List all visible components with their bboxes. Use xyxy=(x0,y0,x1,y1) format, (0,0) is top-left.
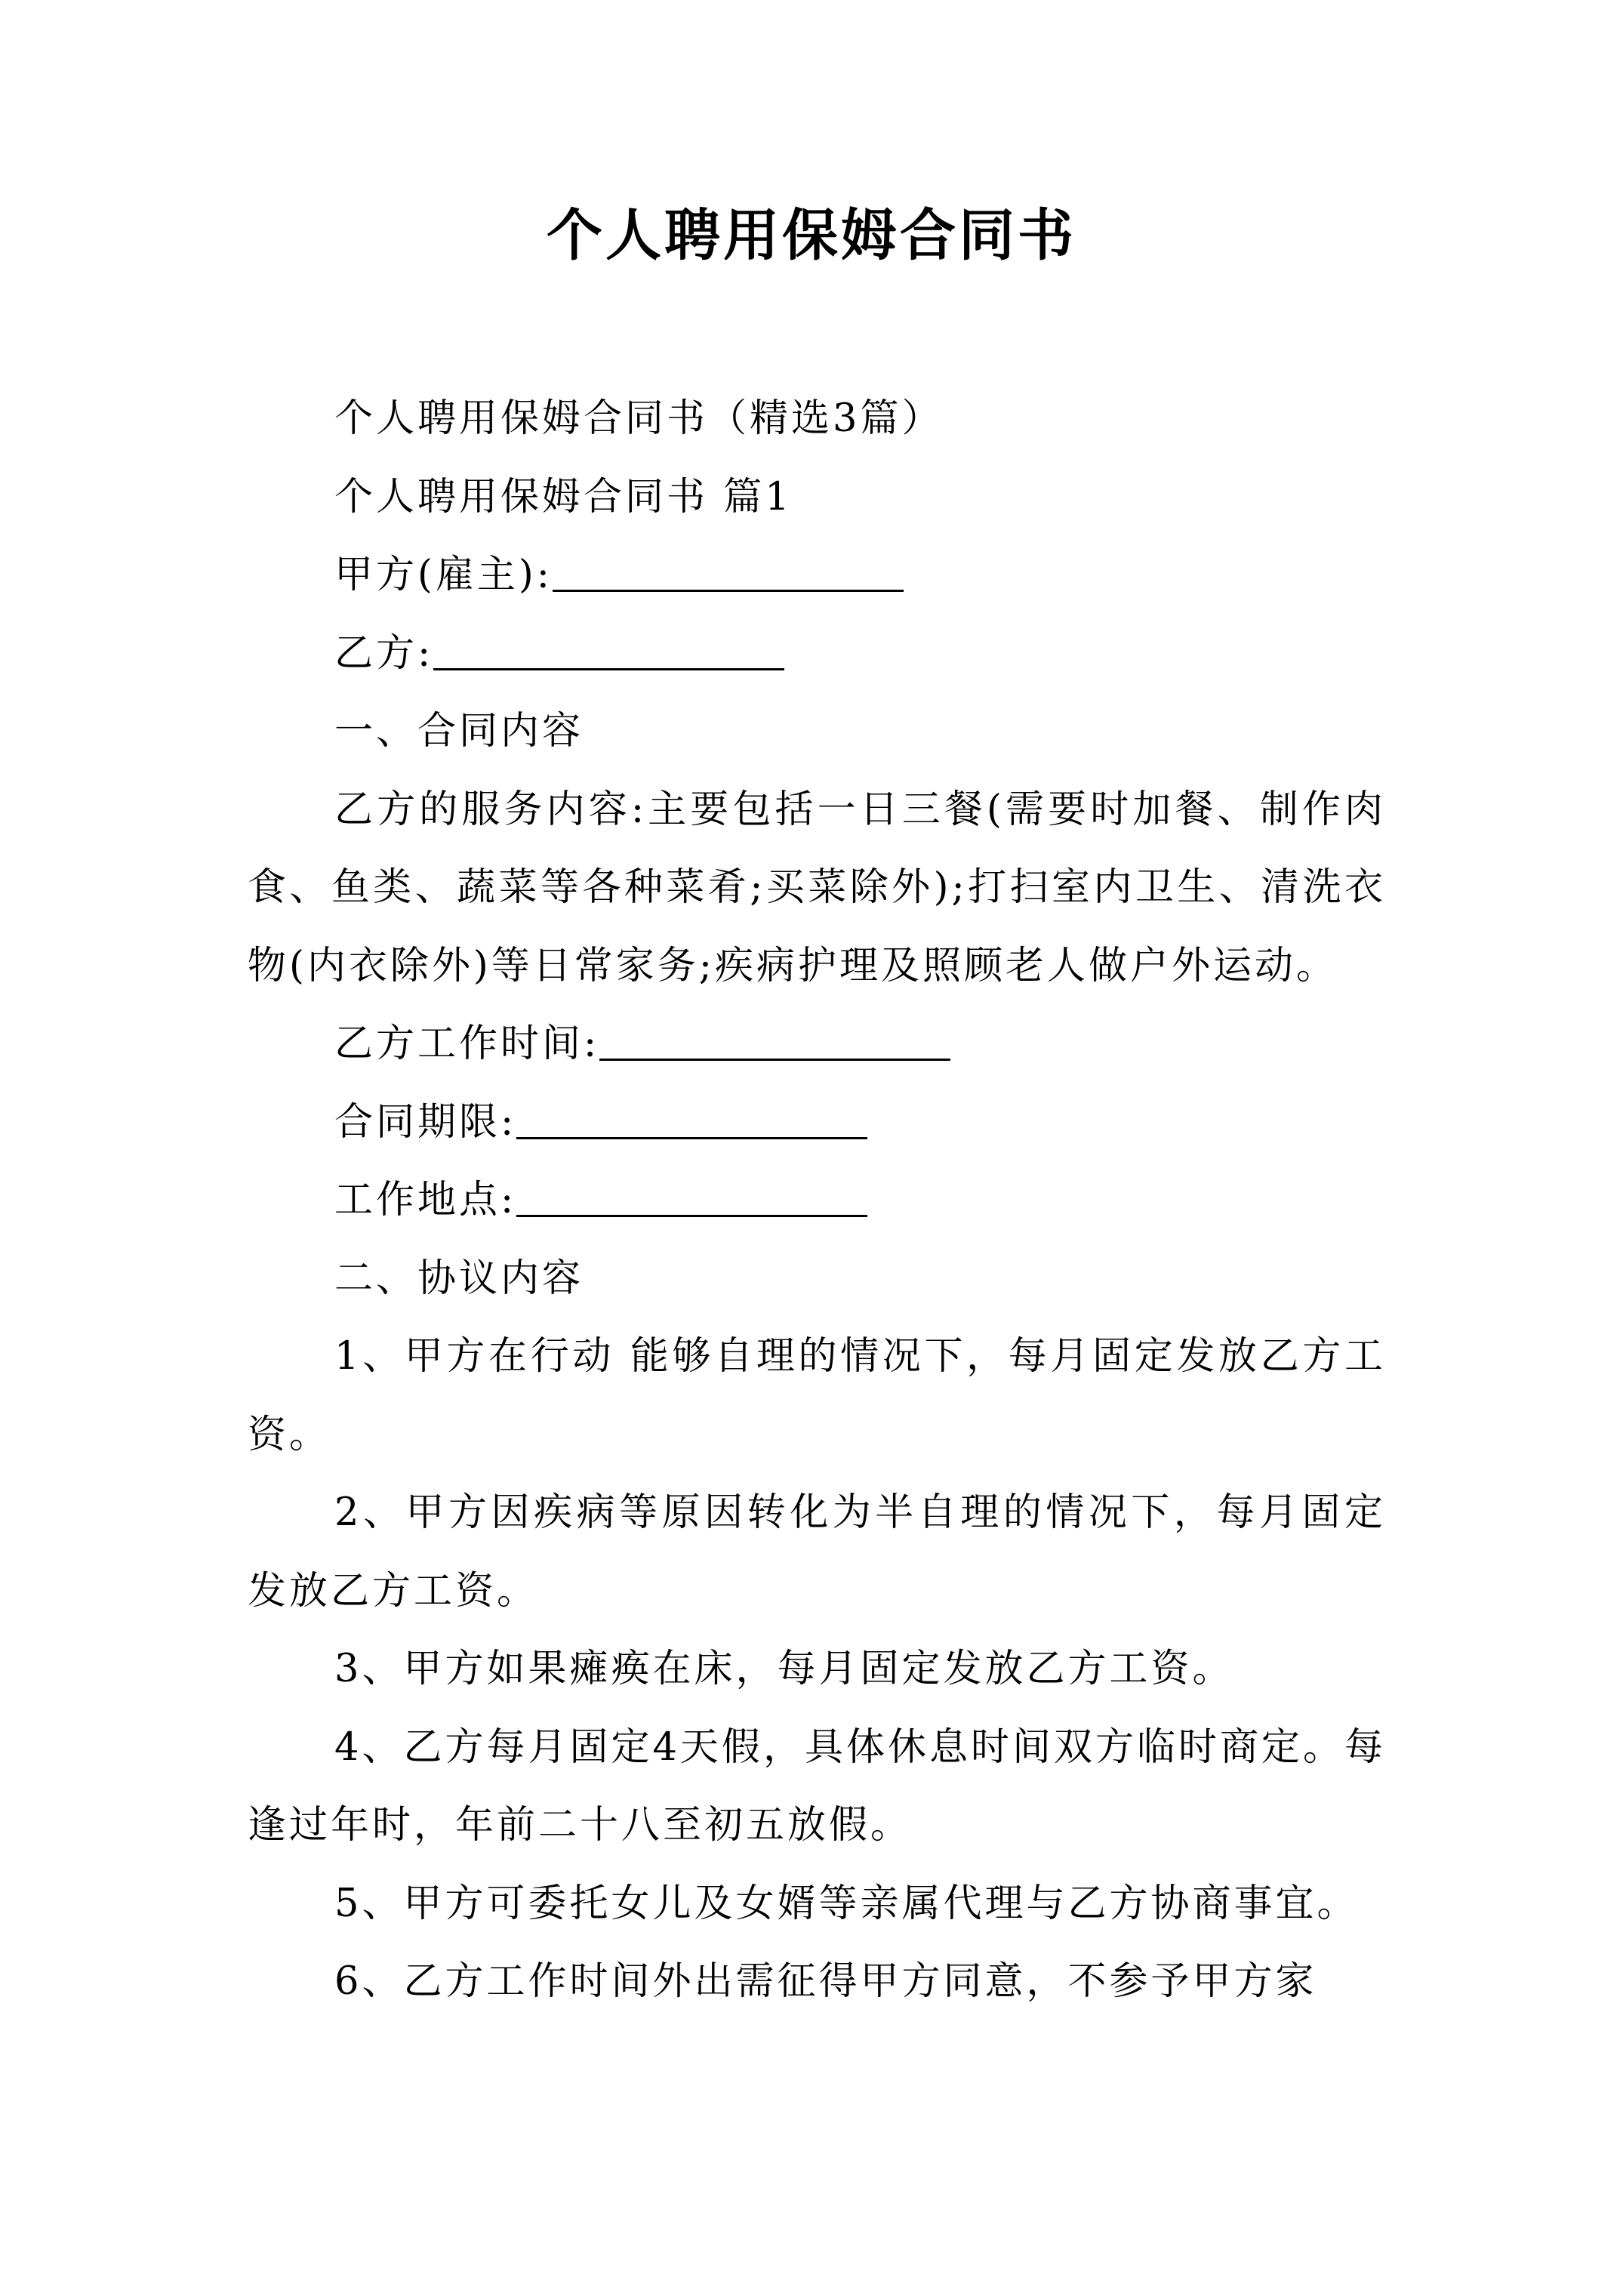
heading-contract-content: 一、合同内容 xyxy=(334,709,584,754)
party-a-label: 甲方(雇主): xyxy=(334,553,553,597)
clause-paragraph: 5、甲方可委托女儿及女婿等亲属代理与乙方协商事宜。 xyxy=(334,1881,1359,1926)
party-a-line xyxy=(248,536,1386,615)
contract-term-label: 合同期限: xyxy=(334,1099,517,1145)
party-b-blank xyxy=(433,667,784,670)
clause-paragraph: 2、甲方因疾病等原因转化为半自理的情况下，每月固定发放乙方工资。 xyxy=(248,1490,1386,1613)
party-a-blank xyxy=(553,589,904,592)
heading-agreement-content: 二、协议内容 xyxy=(334,1256,584,1301)
subtitle: 个人聘用保姆合同书（精选3篇） xyxy=(334,396,944,441)
work-time-blank xyxy=(599,1058,950,1061)
clause-paragraph: 6、乙方工作时间外出需征得甲方同意，不参予甲方家 xyxy=(334,1959,1317,2004)
clause-paragraph: 1、甲方在行动 能够自理的情况下，每月固定发放乙方工资。 xyxy=(248,1334,1386,1457)
work-place-label: 工作地点: xyxy=(334,1178,517,1222)
contract-term-line xyxy=(248,1083,1386,1162)
party-b-label: 乙方: xyxy=(334,630,434,676)
clause-paragraph: 3、甲方如果瘫痪在床，每月固定发放乙方工资。 xyxy=(334,1647,1234,1691)
document-body xyxy=(248,380,1386,2021)
work-place-blank xyxy=(516,1214,867,1217)
party-b-line xyxy=(248,615,1386,693)
work-place-line xyxy=(248,1161,1386,1240)
work-time-label: 乙方工作时间: xyxy=(334,1022,600,1066)
clause-paragraph: 4、乙方每月固定4天假，具体休息时间双方临时商定。每逢过年时，年前二十八至初五放假。 xyxy=(248,1724,1386,1848)
work-time-line xyxy=(248,1005,1386,1083)
section-title: 个人聘用保姆合同书 篇1 xyxy=(334,474,793,519)
service-content-paragraph: 乙方的服务内容:主要包括一日三餐(需要时加餐、制作肉食、鱼类、蔬菜等各种菜肴;买菜除外);打扫室内卫生、清洗衣物(内衣除外)等日常家务;疾病护理及照顾老人做户外运动。 xyxy=(248,787,1386,988)
document-title: 个人聘用保姆合同书 xyxy=(547,203,1076,268)
contract-term-blank xyxy=(516,1136,867,1139)
